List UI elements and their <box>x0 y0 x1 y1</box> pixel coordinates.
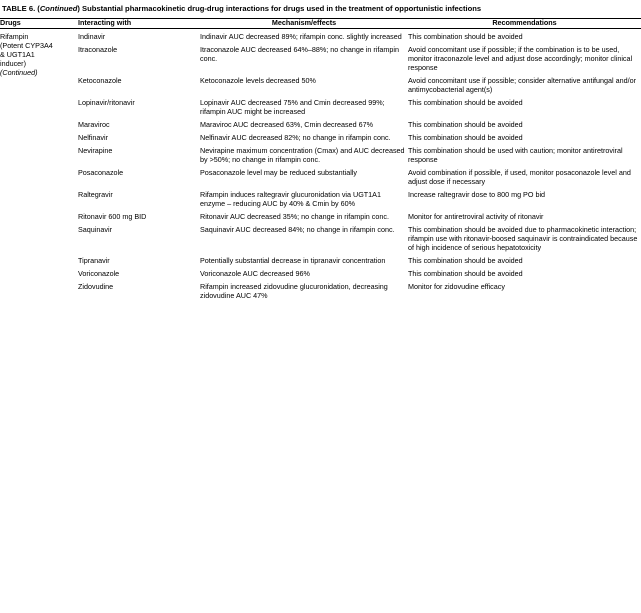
cell-recommendation: This combination should be avoided <box>408 31 523 41</box>
cell-mechanism: Potentially substantial decrease in tipranavir concentration <box>200 255 386 265</box>
cell-drug <box>0 28 78 300</box>
table-row <box>0 278 641 300</box>
caption-label-end: ) <box>77 4 80 13</box>
table-row <box>0 129 641 142</box>
drug-note-continued: (Continued) <box>0 67 38 77</box>
cell-interacting-drug: Maraviroc <box>78 119 110 129</box>
column-header-interacting: Interacting with <box>78 18 200 28</box>
cell-interacting-drug: Raltegravir <box>78 189 113 199</box>
drug-note-line-3: inducer) <box>0 58 26 68</box>
table-row <box>0 221 641 252</box>
cell-mechanism: Rifampin increased zidovudine glucuronidation, decreasing zidovudine AUC 47% <box>200 281 388 300</box>
cell-interacting-drug: Ritonavir 600 mg BID <box>78 211 147 221</box>
cell-interacting-drug: Indinavir <box>78 31 106 41</box>
table-body <box>0 28 641 300</box>
cell-interacting-drug: Saquinavir <box>78 224 112 234</box>
document-page <box>0 0 641 300</box>
cell-interacting-drug: Voriconazole <box>78 268 120 278</box>
cell-mechanism: Indinavir AUC decreased 89%; rifampin conc. slightly increased <box>200 31 402 41</box>
cell-mechanism: Nelfinavir AUC decreased 82%; no change in rifampin conc. <box>200 132 391 142</box>
caption-label: TABLE 6. ( <box>2 4 40 13</box>
cell-mechanism: Ritonavir AUC decreased 35%; no change in rifampin conc. <box>200 211 389 221</box>
table-row <box>0 41 641 72</box>
cell-interacting-drug: Posaconazole <box>78 167 124 177</box>
cell-mechanism: Ketoconazole levels decreased 50% <box>200 75 316 85</box>
cell-mechanism: Rifampin induces raltegravir glucuronidation via UGT1A1 enzyme – reducing AUC by 40% & Cmin by 60% <box>200 189 381 208</box>
cell-mechanism: Nevirapine maximum concentration (Cmax) and AUC decreased by >50%; no change in rifampin conc. <box>200 145 405 164</box>
cell-mechanism: Posaconazole level may be reduced substantially <box>200 167 358 177</box>
cell-recommendation: This combination should be avoided <box>408 132 523 142</box>
caption-continued: Continued <box>39 4 78 13</box>
table-header-row <box>0 18 641 28</box>
column-header-recommendations: Recommendations <box>408 18 641 28</box>
table-row <box>0 28 641 41</box>
cell-recommendation: This combination should be used with caution; monitor antiretroviral response <box>408 145 623 164</box>
cell-recommendation: Increase raltegravir dose to 800 mg PO bid <box>408 189 546 199</box>
table-row <box>0 208 641 221</box>
cell-interacting-drug: Itraconazole <box>78 44 118 54</box>
cell-recommendation: Monitor for antiretroviral activity of ritonavir <box>408 211 544 221</box>
cell-recommendation: This combination should be avoided <box>408 268 523 278</box>
drug-note-line-1: (Potent CYP3A4 <box>0 40 53 50</box>
cell-recommendation: Avoid concomitant use if possible; if the combination is to be used, monitor itraconazole level and adjust dose accordingly; monitor clinical response <box>408 44 633 72</box>
cell-mechanism: Saquinavir AUC decreased 84%; no change in rifampin conc. <box>200 224 395 234</box>
cell-recommendation: Monitor for zidovudine efficacy <box>408 281 505 291</box>
cell-recommendation: This combination should be avoided due to pharmacokinetic interaction; rifampin use with ritonavir-boosed saquinavir is contraindicated because of high incidence of serious hepatotoxicity <box>408 224 638 252</box>
table-row <box>0 252 641 265</box>
cell-recommendation: This combination should be avoided <box>408 119 523 129</box>
table-row <box>0 116 641 129</box>
cell-recommendation: This combination should be avoided <box>408 255 523 265</box>
cell-interacting-drug: Tipranavir <box>78 255 110 265</box>
cell-recommendation: Avoid combination if possible, if used, monitor posaconazole level and adjust dose if necessary <box>408 167 631 186</box>
interactions-table <box>0 18 641 300</box>
cell-recommendation: Avoid concomitant use if possible; consider alternative antifungal and/or antimycobacterial agent(s) <box>408 75 637 94</box>
table-row <box>0 72 641 94</box>
table-row <box>0 186 641 208</box>
cell-interacting-drug: Nevirapine <box>78 145 113 155</box>
cell-interacting-drug: Lopinavir/ritonavir <box>78 97 135 107</box>
table-row <box>0 142 641 164</box>
cell-mechanism: Maraviroc AUC decreased 63%, Cmin decreased 67% <box>200 119 373 129</box>
cell-recommendation: This combination should be avoided <box>408 97 523 107</box>
column-header-mechanism: Mechanism/effects <box>200 18 408 28</box>
column-header-drugs: Drugs <box>0 18 78 28</box>
table-caption <box>0 0 641 18</box>
drug-name: Rifampin <box>0 31 29 41</box>
table-row <box>0 265 641 278</box>
cell-interacting-drug: Zidovudine <box>78 281 114 291</box>
cell-interacting-drug: Ketoconazole <box>78 75 122 85</box>
caption-text: Substantial pharmacokinetic drug-drug interactions for drugs used in the treatment of opportunistic infections <box>79 4 482 13</box>
cell-interacting-drug: Nelfinavir <box>78 132 108 142</box>
table-row <box>0 94 641 116</box>
cell-mechanism: Voriconazole AUC decreased 96% <box>200 268 310 278</box>
table-row <box>0 164 641 186</box>
drug-note-line-2: & UGT1A1 <box>0 49 35 59</box>
cell-mechanism: Itraconazole AUC decreased 64%–88%; no change in rifampin conc. <box>200 44 399 63</box>
table-head <box>0 18 641 28</box>
cell-mechanism: Lopinavir AUC decreased 75% and Cmin decreased 99%; rifampin AUC might be increased <box>200 97 385 116</box>
